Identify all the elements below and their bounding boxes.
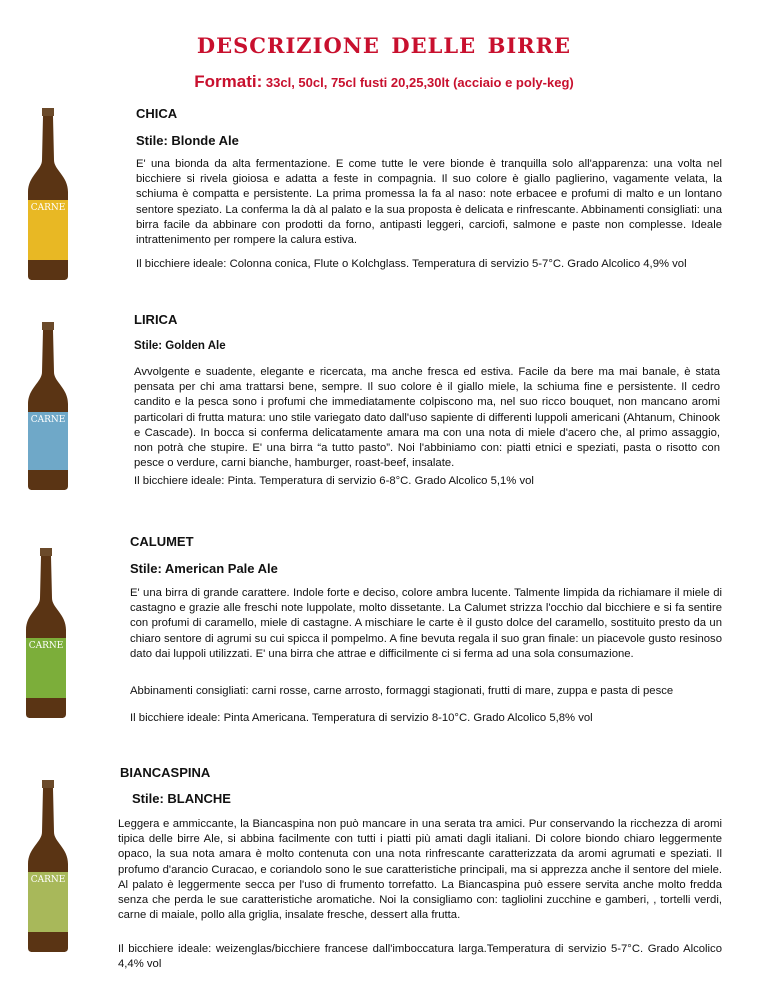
beer-bottle-image xyxy=(18,548,74,718)
beer-glass: Il bicchiere ideale: Pinta Americana. Temperatura di servizio 8-10°C. Grado Alcolico 5,8% vol xyxy=(130,712,593,724)
svg-text:CARNE: CARNE xyxy=(30,875,66,885)
beer-bottle-image xyxy=(20,322,76,490)
svg-text:CARNE: CARNE xyxy=(30,203,66,213)
beer-description: E' una bionda da alta fermentazione. E come tutte le vere bionde è tranquilla solo all'apparenza: una volta nel bicchiere si rivela gioiosa e adatta a feste in compagnia. Il suo colore è giallo paglierino, vagamente velata, la schiuma è compatta e persistente. La prima promessa la fa al naso: note erbacee e profumi di malto e un lontano sentore speziato. La conferma la dà al palato e la sua proposta è delicata e rinfrescante. Abbinamenti consigliati: una birra facile da abbinare con prodotti da forno, antipasti leggeri, carciofi, salmone e paste non complesse. Ideale intrattenimento per rompere la calura estiva. xyxy=(136,158,722,247)
beer-style: Stile: BLANCHE xyxy=(132,791,231,806)
formats-line xyxy=(0,72,768,92)
beer-name: LIRICA xyxy=(134,312,178,327)
page-title: descrizione delle birre xyxy=(196,26,572,61)
beer-glass: Il bicchiere ideale: Pinta. Temperatura di servizio 6-8°C. Grado Alcolico 5,1% vol xyxy=(134,475,534,487)
beer-description: Leggera e ammiccante, la Biancaspina non può mancare in una serata tra amici. Pur conservando la ricchezza di aromi tipica delle birre Ale, si abbina facilmente con tutti i piatti più amati dagli italiani. Di colore biondo chiaro leggermente opaco, la sua nota amara è molto contenuta con una nota rinfrescante caratterizzata da aromi agrumati e speziati. Il profumo d'arancio Curacao, e coriandolo sono le sue caratteristiche principali, ma si apprezza anche il sentore del miele. Al palato è leggermente secca per l'uso di frumento torrefatto. La Biancaspina può essere servita anche molto fredda senza che perda le sue caratteristiche aromatiche. Noi la consigliamo con: tagliolini zucchine e gamberi, , tortelli verdi, carne di maiale, pollo alla griglia, insalate fresche, dessert alla frutta. xyxy=(118,818,722,922)
beer-style: Stile: Blonde Ale xyxy=(136,133,239,148)
beer-name: CHICA xyxy=(136,106,178,121)
beer-style: Stile: American Pale Ale xyxy=(130,561,278,576)
beer-pairing: Abbinamenti consigliati: carni rosse, carne arrosto, formaggi stagionati, frutti di mare, zuppa e pasta di pesce xyxy=(130,685,674,697)
beer-bottle-image xyxy=(20,780,76,952)
svg-text:CARNE: CARNE xyxy=(30,415,66,425)
beer-description: Avvolgente e suadente, elegante e ricercata, ma anche fresca ed estiva. Facile da bere ma mai banale, è stata pensata per chi ama trattarsi bene, sempre. Il suo colore è il giallo miele, la schiuma fine e persistente. Il cedro candito e la pesca sono i profumi che immediatamente colpiscono ma, nel suo ricco bouquet, non mancano aromi particolari di frutta matura: uno stile variegato dato dall'uso sapiente di differenti luppoli americani (Ahtanum, Chinook e Cascade). In bocca si conferma delicatamente amara ma con una nota di miele d'acero che, al primo assaggio, non potrà che stupire. E' una birra “a tutto pasto”. Noi l'abbiniamo con: piatti etnici e speziati, pasta o risotto con pesce o verdure, carni bianche, hamburger, roast-beef, insalate. xyxy=(134,366,720,470)
beer-description: E' una birra di grande carattere. Indole forte e deciso, colore ambra lucente. Talmente limpida da richiamare il miele di castagno e grazie alle freschi note luppolate, molto dissetante. La Calumet strizza l'occhio dal bicchiere e si fa sentire con profumi di caramello, miele di castagne. A mischiare le carte è il gusto dolce del caramello, sostituito presto da un chiaro sentore di agrumi su cui spicca il pompelmo. A fine bevuta regala il suo gran finale: un piacevole gusto resinoso dato dai luppoli utilizzati. E' una birra che attrae e difficilmente ci si ferma ad una sola consumazione. xyxy=(130,587,722,660)
formats-value: 33cl, 50cl, 75cl fusti 20,25,30lt (acciaio e poly-keg) xyxy=(265,75,574,90)
beer-name: CALUMET xyxy=(130,534,194,549)
formats-label: Formati: xyxy=(194,72,263,91)
beer-bottle-image xyxy=(20,108,76,280)
beer-name: BIANCASPINA xyxy=(120,765,211,780)
beer-glass: Il bicchiere ideale: Colonna conica, Flute o Kolchglass. Temperatura di servizio 5-7°C. Grado Alcolico 4,9% vol xyxy=(136,258,687,270)
svg-text:CARNE: CARNE xyxy=(28,641,64,651)
beer-glass: Il bicchiere ideale: weizenglas/bicchiere francese dall'imboccatura larga.Temperatura di servizio 5-7°C. Grado Alcolico 4,4% vol xyxy=(118,943,722,971)
beer-style: Stile: Golden Ale xyxy=(134,340,226,352)
